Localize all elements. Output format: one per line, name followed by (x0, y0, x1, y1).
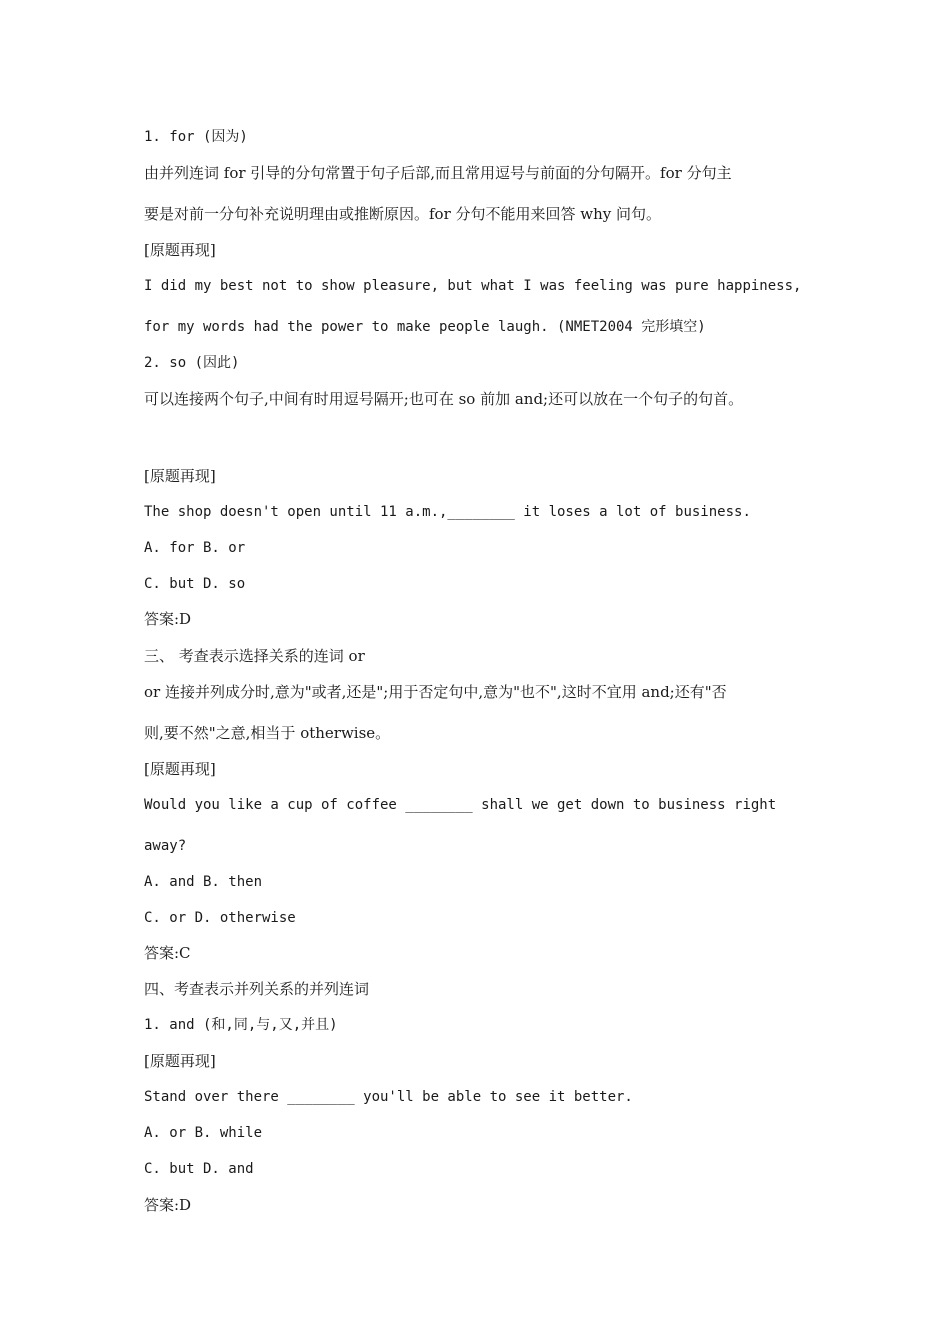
paragraph-line: 由并列连词 for 引导的分句常置于句子后部,而且常用逗号与前面的分句隔开。for 分句主 (144, 164, 732, 182)
answer-key: 答案:C (144, 944, 191, 962)
example-sentence: I did my best not to show pleasure, but what I was feeling was pure happiness, (144, 278, 802, 294)
section-label: [原题再现] (144, 467, 216, 485)
answer-options: A. for B. or (144, 540, 246, 556)
answer-key: 答案:D (144, 1196, 192, 1214)
answer-options: A. or B. while (144, 1125, 263, 1141)
section-label: [原题再现] (144, 760, 216, 778)
paragraph-line: 要是对前一分句补充说明理由或推断原因。for 分句不能用来回答 why 问句。 (144, 205, 662, 223)
section-heading: 四、考查表示并列关系的并列连词 (144, 980, 370, 998)
question-text: Would you like a cup of coffee ________ shall we get down to business right (144, 797, 777, 813)
answer-options: C. or D. otherwise (144, 910, 296, 926)
question-text: Stand over there ________ you'll be able to see it better. (144, 1089, 633, 1105)
question-text: The shop doesn't open until 11 a.m.,________ it loses a lot of business. (144, 504, 751, 520)
item-heading-for: 1. for (因为) (144, 129, 248, 145)
item-heading-so: 2. so (因此) (144, 355, 240, 371)
answer-options: A. and B. then (144, 874, 263, 890)
answer-options: C. but D. so (144, 576, 246, 592)
answer-key: 答案:D (144, 610, 192, 628)
paragraph-line: or 连接并列成分时,意为"或者,还是";用于否定句中,意为"也不",这时不宜用 and;还有"否 (144, 683, 727, 701)
item-heading-and: 1. and (和,同,与,又,并且) (144, 1017, 338, 1033)
answer-options: C. but D. and (144, 1161, 254, 1177)
question-text: away? (144, 838, 187, 854)
paragraph-line: 可以连接两个句子,中间有时用逗号隔开;也可在 so 前加 and;还可以放在一个句子的句首。 (144, 390, 744, 408)
example-sentence: for my words had the power to make people laugh. (NMET2004 完形填空) (144, 319, 706, 335)
section-label: [原题再现] (144, 1052, 216, 1070)
section-label: [原题再现] (144, 241, 216, 259)
paragraph-line: 则,要不然"之意,相当于 otherwise。 (144, 724, 391, 742)
section-heading: 三、 考查表示选择关系的连词 or (144, 647, 365, 665)
